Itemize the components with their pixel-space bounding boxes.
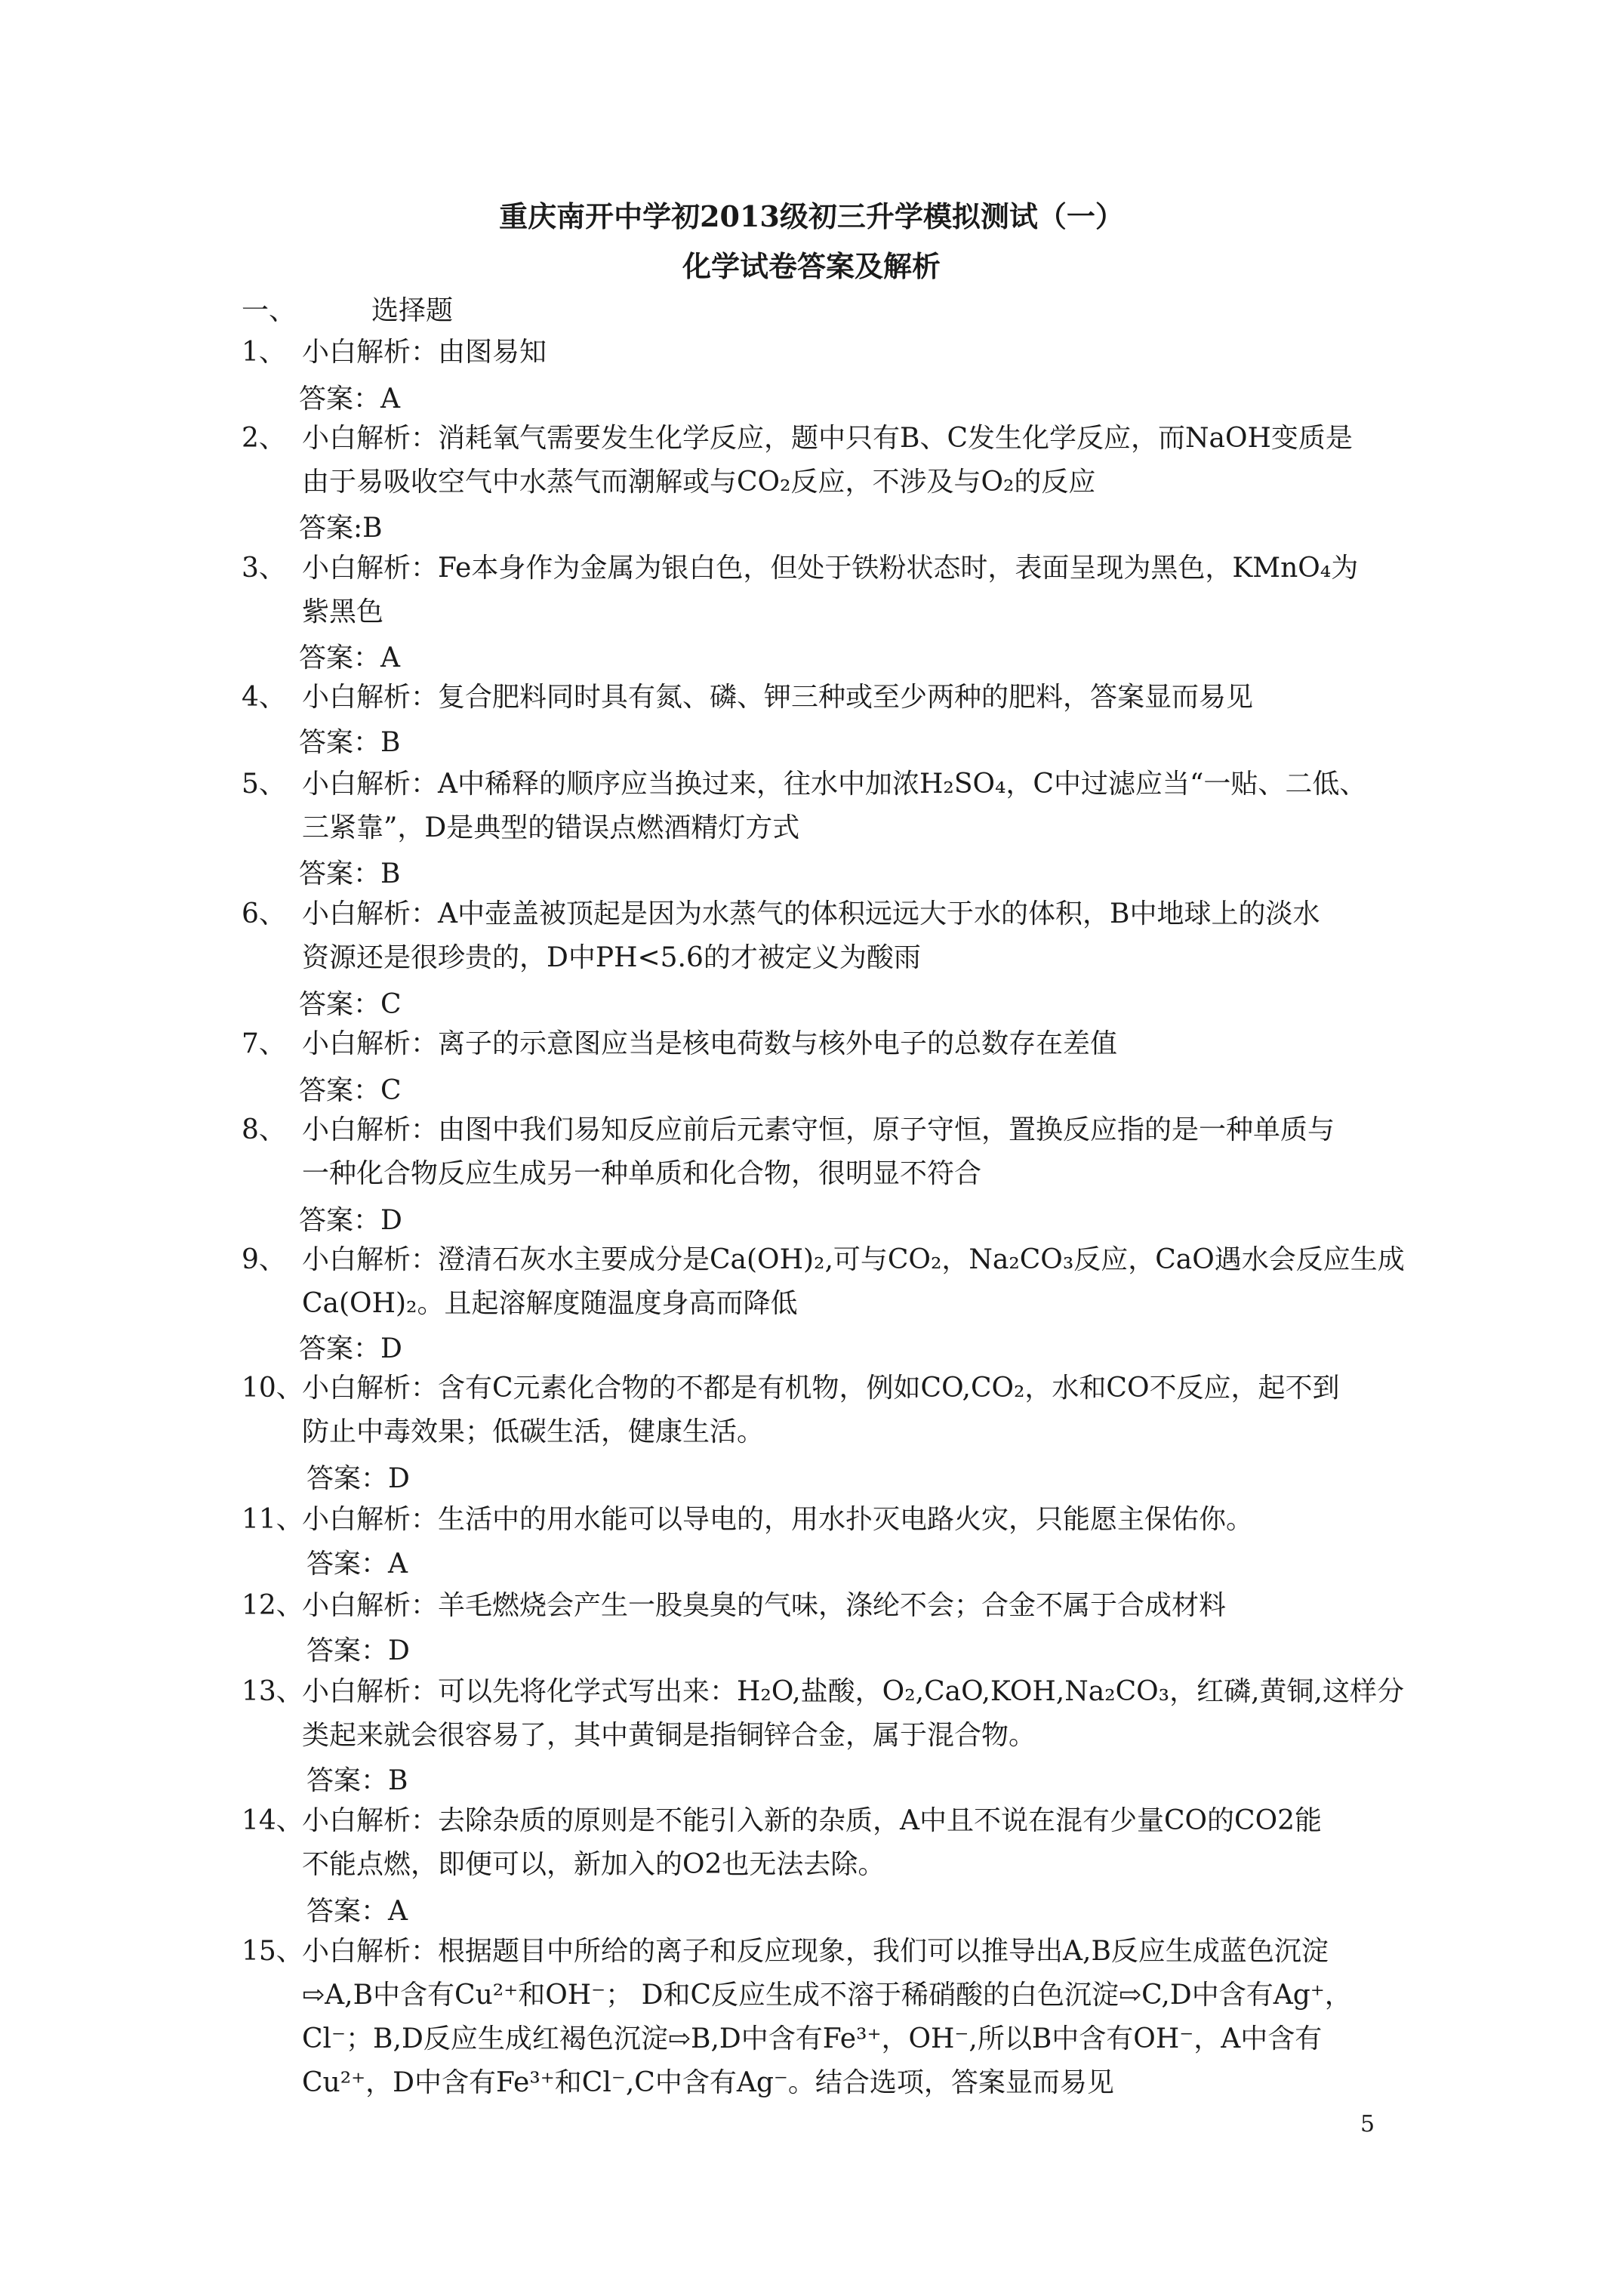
explanation-line: Cl⁻；B,D反应生成红褐色沉淀⇨B,D中含有Fe³⁺，OH⁻,所以B中含有OH⁻，A中含有 <box>302 2023 1323 2054</box>
answer-line: 答案：B <box>299 727 401 758</box>
question-number: 15、 <box>242 1936 303 1967</box>
answer-line: 答案：A <box>299 643 400 673</box>
question-number: 9、 <box>242 1244 286 1275</box>
page-number: 5 <box>1360 2111 1375 2137</box>
question-item <box>242 763 1366 850</box>
question-number: 7、 <box>242 1028 286 1059</box>
question-number: 8、 <box>242 1114 286 1145</box>
answer-line: 答案：B <box>299 858 401 889</box>
question-number: 12、 <box>242 1590 303 1621</box>
question-number: 14、 <box>242 1805 303 1836</box>
explanation-line: 小白解析：复合肥料同时具有氮、磷、钾三种或至少两种的肥料，答案显而易见 <box>302 682 1254 713</box>
question-item <box>242 1108 1335 1196</box>
question-item <box>242 892 1320 980</box>
question-item <box>242 1670 1404 1758</box>
explanation-line: 小白解析：离子的示意图应当是核电荷数与核外电子的总数存在差值 <box>302 1028 1118 1059</box>
question-number: 4、 <box>242 682 286 713</box>
answer-line: 答案：D <box>306 1463 410 1494</box>
explanation-line: 资源还是很珍贵的，D中PH<5.6的才被定义为酸雨 <box>302 942 921 973</box>
explanation-line: 不能点燃，即便可以，新加入的O2也无法去除。 <box>302 1849 885 1880</box>
question-number: 6、 <box>242 898 286 929</box>
document-title: 重庆南开中学初2013级初三升学模拟测试（一） <box>499 199 1124 233</box>
answer-line: 答案：D <box>306 1635 410 1666</box>
explanation-line: 一种化合物反应生成另一种单质和化合物，很明显不符合 <box>302 1158 982 1189</box>
question-number: 2、 <box>242 423 286 454</box>
answer-line: 答案：C <box>299 989 402 1020</box>
explanation-line: 小白解析：根据题目中所给的离子和反应现象，我们可以推导出A,B反应生成蓝色沉淀 <box>302 1936 1329 1967</box>
explanation-line: 小白解析：生活中的用水能可以导电的，用水扑灭电路火灾，只能愿主保佑你。 <box>302 1504 1254 1535</box>
answer-line: 答案：B <box>306 1765 408 1796</box>
answer-line: 答案：D <box>299 1333 402 1364</box>
question-number: 13、 <box>242 1676 303 1707</box>
explanation-line: 小白解析：澄清石灰水主要成分是Ca(OH)₂,可与CO₂，Na₂CO₃反应，CaO遇水会反应生成 <box>302 1244 1405 1275</box>
answer-line: 答案：C <box>299 1075 402 1106</box>
question-item <box>242 676 1253 720</box>
question-item <box>242 1799 1322 1887</box>
section-label: 选择题 <box>371 295 454 326</box>
explanation-line: 小白解析：Fe本身作为金属为银白色，但处于铁粉状态时，表面呈现为黑色，KMnO₄为 <box>302 553 1359 584</box>
question-item <box>242 417 1353 504</box>
explanation-line: 小白解析：可以先将化学式写出来：H₂O,盐酸，O₂,CaO,KOH,Na₂CO₃，红磷,黄铜,这样分 <box>302 1676 1404 1707</box>
answer-line: 答案：A <box>299 384 400 415</box>
explanation-line: 小白解析：消耗氧气需要发生化学反应，题中只有B、C发生化学反应，而NaOH变质是 <box>302 423 1353 454</box>
question-item <box>242 1238 1405 1326</box>
section-heading <box>242 289 453 328</box>
answer-line: 答案：A <box>306 1896 408 1927</box>
explanation-line: 紫黑色 <box>302 596 384 627</box>
explanation-line: 小白解析：由图易知 <box>302 337 547 368</box>
section-number: 一、 <box>242 295 297 326</box>
question-number: 11、 <box>242 1504 303 1535</box>
explanation-line: 三紧靠”，D是典型的错误点燃酒精灯方式 <box>302 812 800 843</box>
document-subtitle: 化学试卷答案及解析 <box>682 249 941 283</box>
question-item <box>242 1584 1226 1628</box>
explanation-line: Ca(OH)₂。且起溶解度随温度身高而降低 <box>302 1288 798 1319</box>
question-number: 10、 <box>242 1373 303 1404</box>
explanation-line: Cu²⁺，D中含有Fe³⁺和Cl⁻,C中含有Ag⁻。结合选项，答案显而易见 <box>302 2067 1114 2098</box>
explanation-line: 类起来就会很容易了，其中黄铜是指铜锌合金，属于混合物。 <box>302 1720 1036 1751</box>
question-item <box>242 547 1358 634</box>
explanation-line: 由于易吸收空气中水蒸气而潮解或与CO₂反应，不涉及与O₂的反应 <box>302 467 1096 498</box>
question-item <box>242 1498 1253 1542</box>
answer-line: 答案：A <box>306 1549 408 1579</box>
explanation-line: 小白解析：羊毛燃烧会产生一股臭臭的气味，涤纶不会；合金不属于合成材料 <box>302 1590 1227 1621</box>
question-number: 3、 <box>242 553 286 584</box>
question-item <box>242 1930 1352 2105</box>
explanation-line: 小白解析：由图中我们易知反应前后元素守恒，原子守恒，置换反应指的是一种单质与 <box>302 1114 1335 1145</box>
explanation-line: 小白解析：去除杂质的原则是不能引入新的杂质，A中且不说在混有少量CO的CO2能 <box>302 1805 1323 1836</box>
question-item <box>242 1367 1340 1454</box>
question-number: 5、 <box>242 769 286 800</box>
explanation-line: 小白解析：含有C元素化合物的不都是有机物，例如CO,CO₂，水和CO不反应，起不到 <box>302 1373 1340 1404</box>
question-item <box>242 1022 1117 1066</box>
question-number: 1、 <box>242 337 286 368</box>
explanation-line: 小白解析：A中稀释的顺序应当换过来，往水中加浓H₂SO₄，C中过滤应当“一贴、二低、 <box>302 769 1367 800</box>
question-item <box>242 331 547 374</box>
answer-line: 答案:B <box>299 513 383 544</box>
explanation-line: 小白解析：A中壶盖被顶起是因为水蒸气的体积远远大于水的体积，B中地球上的淡水 <box>302 898 1320 929</box>
explanation-line: ⇨A,B中含有Cu²⁺和OH⁻； D和C反应生成不溶于稀硝酸的白色沉淀⇨C,D中含有Ag⁺， <box>302 1980 1352 2011</box>
answer-line: 答案：D <box>299 1205 402 1236</box>
explanation-line: 防止中毒效果；低碳生活，健康生活。 <box>302 1416 765 1447</box>
